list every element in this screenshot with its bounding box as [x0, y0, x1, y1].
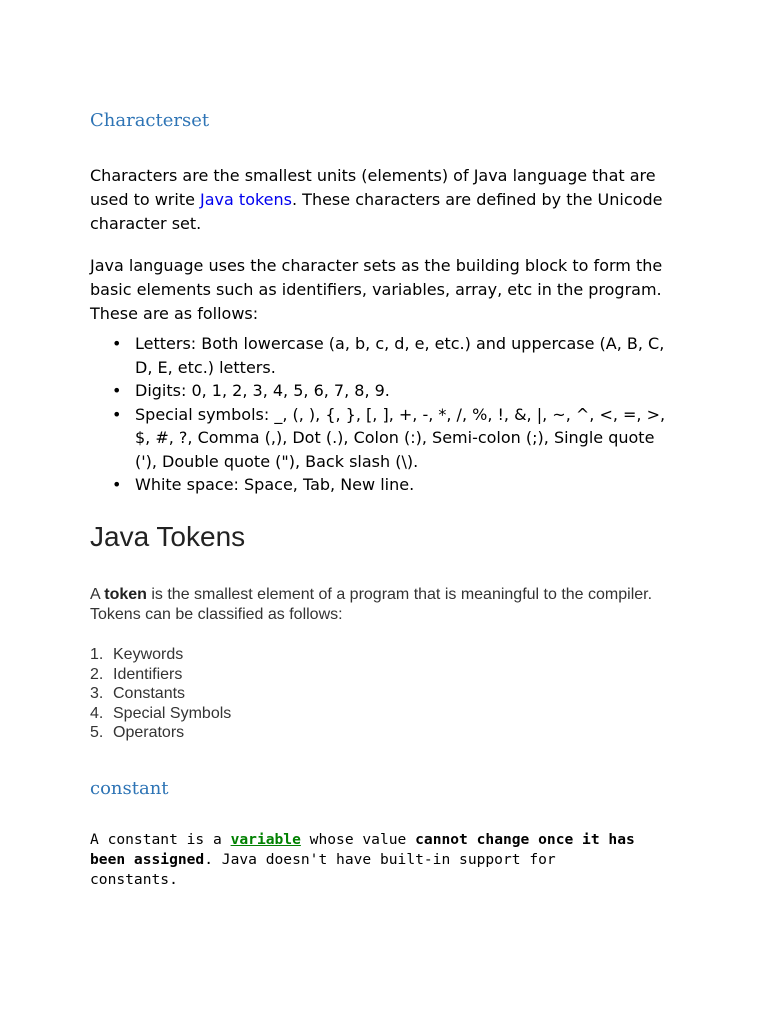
- list-item-white-space: [112, 473, 672, 497]
- list-number: 2.: [90, 665, 104, 683]
- character-set-list: [112, 332, 672, 497]
- bullet-glyph: •: [112, 381, 122, 400]
- list-item-special-symbols: [112, 403, 672, 474]
- list-number: 4.: [90, 704, 104, 722]
- characterset-heading: Characterset: [90, 110, 210, 131]
- token-text-rest: is the smallest element of a program that is meaningful to the compiler. Tokens can be classified as follows:: [90, 586, 653, 623]
- list-item-keywords: [90, 645, 231, 665]
- token-definition-paragraph: [90, 585, 690, 625]
- list-item-text: Digits: 0, 1, 2, 3, 4, 5, 6, 7, 8, 9.: [135, 381, 390, 400]
- list-item-operators: [90, 723, 231, 743]
- list-number: 5.: [90, 724, 104, 742]
- list-item-label: Identifiers: [113, 665, 183, 683]
- list-number: 1.: [90, 646, 104, 663]
- bullet-glyph: •: [112, 334, 122, 353]
- list-item-text: White space: Space, Tab, New line.: [135, 475, 415, 494]
- bullet-glyph: •: [112, 404, 122, 424]
- list-item-special-symbols-token: [90, 704, 231, 724]
- intro-text-2: . These characters are defined by the Unicode character set.: [90, 190, 663, 233]
- java-tokens-heading: Java Tokens: [90, 521, 246, 552]
- list-item-label: Special Symbols: [113, 704, 232, 722]
- list-item-digits: [112, 379, 672, 403]
- constant-bold-phrase: cannot change once it has been assigned: [90, 831, 635, 868]
- constant-heading: constant: [90, 778, 169, 799]
- characters-intro-paragraph: [90, 164, 680, 236]
- constant-text-rest: . Java doesn't have built-in support for constants.: [90, 851, 556, 888]
- java-tokens-link[interactable]: Java tokens: [200, 190, 292, 209]
- list-item-constants: [90, 684, 231, 704]
- token-types-list: [90, 645, 231, 743]
- list-number: 3.: [90, 685, 104, 703]
- constant-definition-paragraph: [90, 830, 650, 890]
- list-item-text: Letters: Both lowercase (a, b, c, d, e, etc.) and uppercase (A, B, C, D, E, etc.) letters.: [135, 334, 665, 377]
- token-term: token: [104, 586, 147, 603]
- character-sets-paragraph: Java language uses the character sets as the building block to form the basic elements such as identifiers, variables, array, etc in the program. These are as follows:: [90, 256, 663, 323]
- list-item-label: Constants: [113, 685, 186, 703]
- list-item-identifiers: [90, 665, 231, 685]
- bullet-glyph: •: [112, 475, 122, 494]
- list-item-letters: [112, 332, 672, 379]
- list-item-text: Special symbols: _, (, ), {, }, [, ], +, -, *, /, %, !, &, |, ~, ^, <, =, >, $, #, ?, Comma (,), Dot (.), Colon (:), Semi-colon (;), Single quote ('), Double quote ("), Back slash (\).: [135, 404, 666, 471]
- list-item-label: Keywords: [113, 646, 184, 663]
- list-item-label: Operators: [113, 724, 185, 742]
- intro-text-1: Characters are the smallest units (elements) of Java language that are used to write: [90, 166, 656, 209]
- token-text-prefix: A: [90, 586, 105, 603]
- constant-text-mid: whose value: [300, 831, 416, 848]
- variable-link[interactable]: variable: [230, 831, 301, 848]
- constant-text-prefix: A constant is a: [90, 831, 231, 848]
